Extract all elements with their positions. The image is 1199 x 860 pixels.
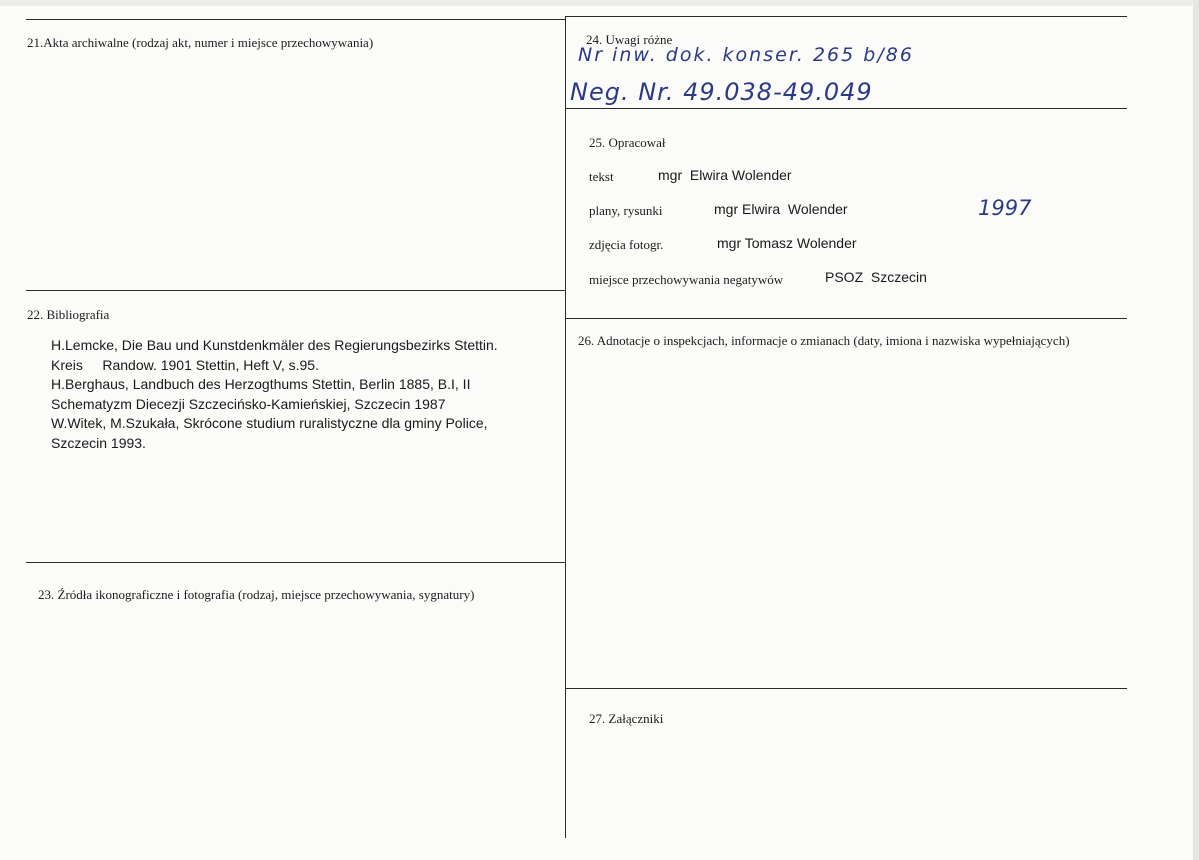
- author-photos-label: zdjęcia fotogr.: [589, 237, 664, 252]
- rule-26-27: [566, 688, 1127, 689]
- bibliography-list: [51, 336, 498, 453]
- rule-25-26: [566, 318, 1127, 319]
- negatives-location-value: PSOZ Szczecin: [825, 269, 927, 285]
- author-photos-value: mgr Tomasz Wolender: [717, 235, 857, 251]
- rule-22-23: [26, 562, 566, 563]
- section-26-label: 26. Adnotacje o inspekcjach, informacje o zmianach (daty, imiona i nazwiska wypełniających): [578, 333, 1070, 348]
- section-25-label: 25. Opracował: [589, 135, 666, 150]
- rule-top-left: [26, 19, 566, 20]
- bibliography-line: W.Witek, M.Szukała, Skrócone studium ruralistyczne dla gminy Police,: [51, 415, 488, 431]
- section-21-label: 21.Akta archiwalne (rodzaj akt, numer i miejsce przechowywania): [27, 35, 374, 50]
- column-divider: [565, 16, 566, 838]
- rule-24-25: [566, 108, 1127, 109]
- scan-edge-top: [0, 0, 1199, 6]
- section-27-label: 27. Załączniki: [589, 711, 664, 726]
- bibliography-line: H.Lemcke, Die Bau und Kunstdenkmäler des Regierungsbezirks Stettin.: [51, 337, 498, 353]
- bibliography-line: Szczecin 1993.: [51, 434, 146, 451]
- bibliography-line: Kreis Randow. 1901 Stettin, Heft V, s.95.: [51, 356, 319, 373]
- section-22-label: 22. Bibliografia: [27, 307, 110, 322]
- handwritten-year: 1997: [978, 196, 1032, 220]
- section-23-label: 23. Źródła ikonograficzne i fotografia (rodzaj, miejsce przechowywania, sygnatury): [38, 587, 475, 602]
- bibliography-line: H.Berghaus, Landbuch des Herzogthums Stettin, Berlin 1885, B.I, II: [51, 376, 471, 392]
- rule-21-22: [26, 290, 566, 291]
- author-drawings-value: mgr Elwira Wolender: [714, 201, 848, 217]
- handwritten-inventory-note: Nr inw. dok. konser. 265 b/86: [578, 44, 914, 66]
- bibliography-line: Schematyzm Diecezji Szczecińsko-Kamieńskiej, Szczecin 1987: [51, 395, 446, 412]
- scan-edge-right: [1193, 0, 1199, 860]
- handwritten-negative-numbers: Neg. Nr. 49.038-49.049: [570, 78, 873, 106]
- author-text-value: mgr Elwira Wolender: [658, 167, 792, 183]
- rule-top-right: [566, 16, 1127, 17]
- section-24-label: 24. Uwagi różne: [586, 32, 673, 47]
- author-text-label: tekst: [589, 169, 614, 184]
- negatives-location-label: miejsce przechowywania negatywów: [589, 272, 784, 287]
- author-drawings-label: plany, rysunki: [589, 203, 663, 218]
